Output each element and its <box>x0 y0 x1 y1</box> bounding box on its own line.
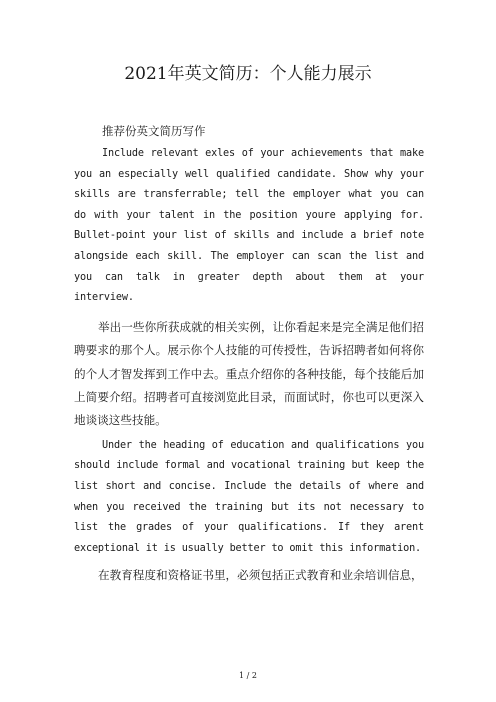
paragraph-chinese-education: 在教育程度和资格证书里，必须包括正式教育和业余培训信息， <box>98 568 423 583</box>
paragraph-chinese-achievements: 举出一些你所获成就的相关实例，让你看起来是完全满足他们招聘要求的那个人。展示你个人技能的可传授性，告诉招聘者如何将你的个人才智发挥到工作中去。重点介绍你的各种技能，每个技能后加上简要介绍。招聘者可直接浏览此目录，而面试时，你也可以更深入地谈谈这些技能。 <box>74 319 424 428</box>
document-body <box>74 119 424 588</box>
page-title: 2021年英文简历：个人能力展示 <box>124 64 372 84</box>
page-number: 1 / 2 <box>239 671 257 680</box>
subheading: 推荐份英文简历写作 <box>102 124 206 138</box>
paragraph-english-achievements: Include relevant exles of your achievements that make you an especially well qualified candidate. Show why your skills are transferrable; tell the employer what you can do with your talent in the position youre applying for. Bullet-point your list of skills and include a brief note alongside each skill. The employer can scan the list and you can talk in greater depth about them at your interview. <box>74 148 424 304</box>
paragraph-english-education: Under the heading of education and qualifications you should include formal and vocational training but keep the list short and concise. Include the details of where and when you received the training but its not necessary to list the grades of your qualifications. If they arent exceptional it is usually better to omit this information. <box>74 439 424 554</box>
